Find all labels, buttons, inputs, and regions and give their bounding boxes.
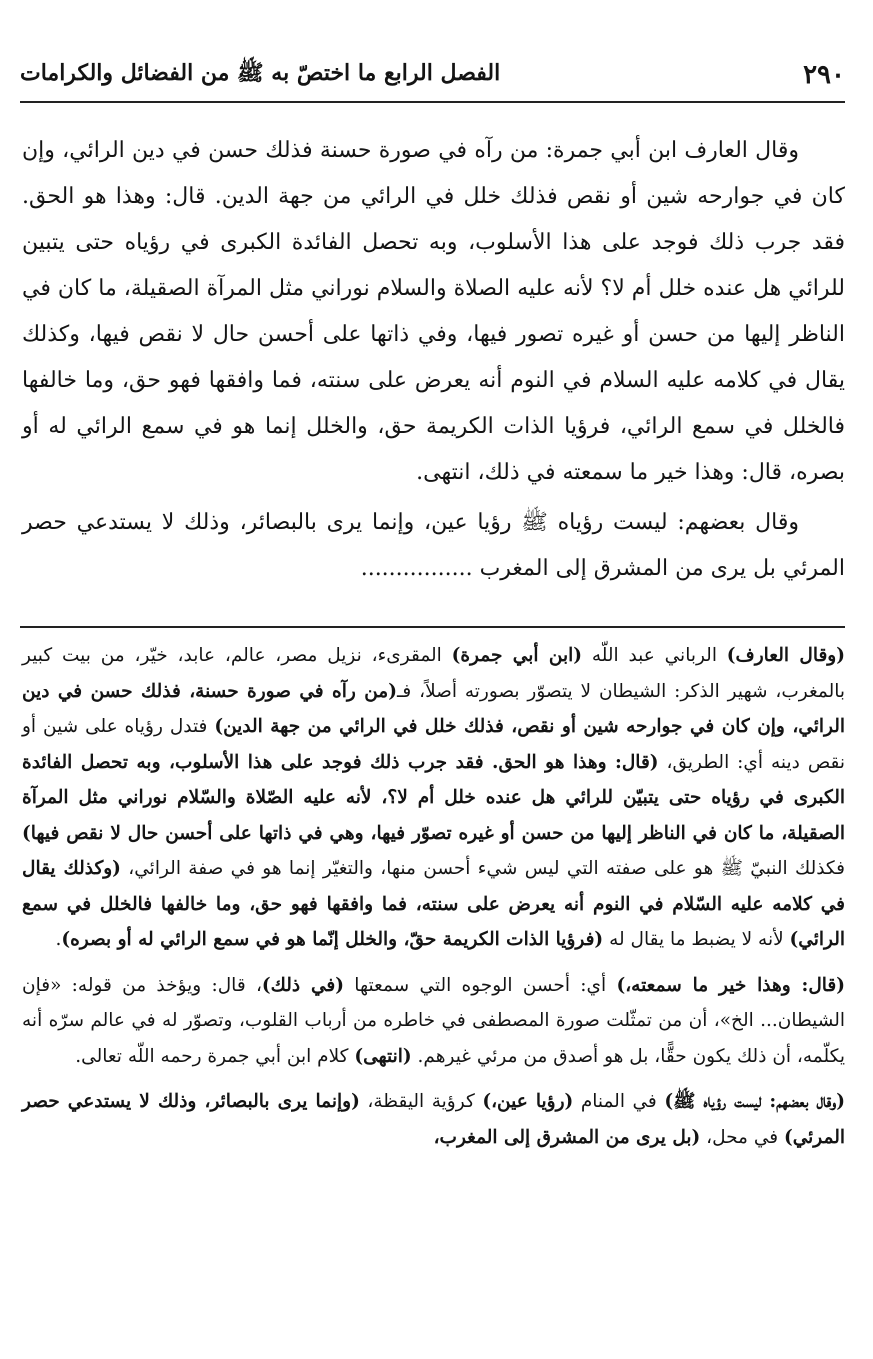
quoted-text: (قال: وهذا خير ما سمعته،) [616, 974, 845, 996]
commentary-paragraph-1 [22, 638, 845, 958]
commentary-text: الرباني عبد اللّه [582, 645, 727, 666]
quoted-text: (وقال العارف) [726, 645, 845, 666]
commentary [22, 638, 845, 1155]
commentary-text: فكذلك النبيّ ﷺ هو على صفته التي ليس شيء أحسن منها، والتغيّر إنما هو في صفة الرائي، [120, 858, 845, 879]
commentary-text: . [55, 929, 62, 950]
text-commentary-divider [20, 626, 845, 628]
commentary-paragraph-3 [22, 1084, 845, 1155]
main-paragraph-2: وقال بعضهم: ليست رؤياه ﷺ رؤيا عين، وإنما يرى بالبصائر، وذلك لا يستدعي حصر المرئي بل يرى من المشرق إلى المغرب ................ [22, 510, 845, 581]
commentary-text: لأنه لا يضبط ما يقال له [603, 929, 790, 950]
commentary-text: في المنام [573, 1091, 665, 1112]
quoted-text: (رؤيا عين،) [482, 1091, 574, 1112]
commentary-text: المقرىء، نزيل مصر، عالم، عابد، خيّر، من بيت كبير بالمغرب، شهير الذكر: الشيطان لا يتصوّر بصورته أصلاً، فـ [22, 645, 845, 702]
commentary-text: أي: أحسن الوجوه التي سمعتها [344, 974, 617, 996]
commentary-text: في محل، [700, 1126, 784, 1148]
main-paragraph-1: وقال العارف ابن أبي جمرة: من رآه في صورة حسنة فذلك حسن في دين الرائي، وإن كان في جوارحه شين أو نقص فذلك خلل في الرائي من جهة الدين. قال: وهذا هو الحق. فقد جرب ذلك فوجد على هذا الأسلوب، وبه تحصل الفائدة الكبرى في رؤياه حتى يتبين للرائي هل عنده خلل أم لا؟ لأنه عليه الصلاة والسلام نوراني مثل المرآة الصقيلة، ما كان في الناظر إليها من حسن أو غيره تصور فيها، وفي ذاتها على أحسن حال لا نقص فيها، وكذلك يقال في كلامه عليه السلام في النوم أنه يعرض على سنته، فما وافقها فهو حق، وما خالفها فالخلل في سمع الرائي، فرؤيا الذات الكريمة حق، والخلل إنما هو في سمع الرائي له أو بصره، قال: وهذا خير ما سمعته في ذلك، انتهى. [22, 138, 845, 485]
commentary-text: فتدل رؤياه على شين أو نقص دينه أي: الطريق، [22, 716, 845, 773]
quoted-text: (وقال بعضهم: ليست رؤياه ﷺ) [664, 1091, 845, 1112]
commentary-paragraph-2 [22, 968, 845, 1075]
quoted-text: (في ذلك) [261, 974, 345, 996]
quoted-text: (قال: وهذا هو الحق. فقد جرب ذلك فوجد على هذا الأسلوب، وبه تحصل الفائدة الكبرى في رؤياه حتى يتبيّن للرائي هل عنده خلل أم لا؟، لأنه عليه الصّلاة والسّلام نوراني مثل المرآة الصقيلة، ما كان في الناظر إليها من حسن أو غيره تصوّر فيها، وهي في ذاتها على أحسن حال لا نقص فيها) [22, 751, 845, 844]
commentary-text: كرؤية اليقظة، [359, 1091, 483, 1112]
commentary-text: ، قال: ويؤخذ من قوله: «فإن الشيطان... الخ»، أن من تمثّلت صورة المصطفى في خاطره من أرباب القلوب، وتصوّر له في عالم سرّه أنه يكلّمه، أن ذلك يكون حقًّا، بل هو أصدق من مرئي غيرهم. [22, 974, 845, 1067]
quoted-text: (ابن أبي جمرة) [451, 645, 582, 666]
quoted-text: (بل يرى من المشرق إلى المغرب، [433, 1126, 701, 1148]
header-divider [20, 101, 845, 103]
quoted-text: (من رآه في صورة حسنة، فذلك حسن في دين الرائي، وإن كان في جوارحه شين أو نقص، فذلك خلل في الرائي من جهة الدين) [22, 680, 845, 737]
quoted-text: (وكذلك يقال في كلامه عليه السّلام في النوم أنه يعرض على سنته، فما وافقها فهو حق، وما خالفها فالخلل في سمع الرائي) [22, 858, 845, 950]
commentary-text: كلام ابن أبي جمرة رحمه اللّه تعالى. [75, 1045, 355, 1067]
main-text [22, 128, 845, 592]
quoted-text: (انتهى) [354, 1045, 412, 1067]
page-number: ٢٩٠ [803, 60, 845, 90]
page-header [20, 52, 845, 98]
chapter-title: الفصل الرابع ما اختصّ به ﷺ من الفضائل والكرامات [20, 60, 501, 86]
quoted-text: (فرؤيا الذات الكريمة حقّ، والخلل إنّما هو في سمع الرائي له أو بصره) [61, 929, 604, 950]
quoted-text: (وإنما يرى بالبصائر، وذلك لا يستدعي حصر المرئي) [22, 1091, 845, 1148]
